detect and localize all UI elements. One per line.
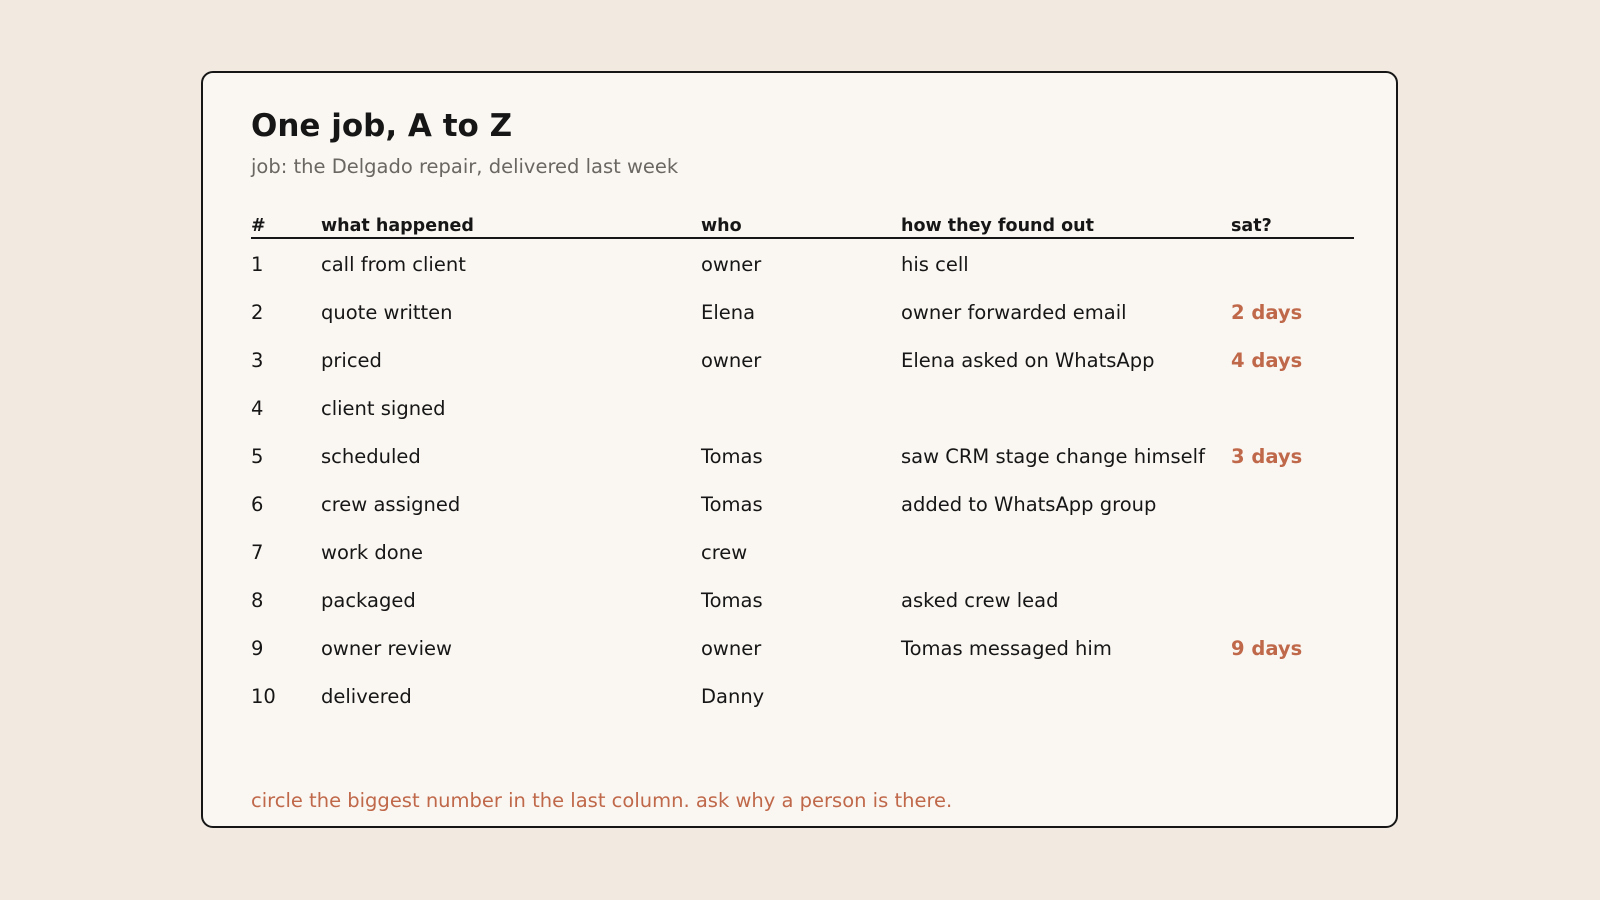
step-what-happened: scheduled: [321, 445, 421, 468]
step-number: 5: [251, 445, 264, 468]
table-row: [251, 494, 1354, 542]
column-header-number: #: [251, 216, 266, 236]
step-how-they-found-out: Tomas messaged him: [901, 637, 1112, 660]
step-sat-duration: 3 days: [1231, 445, 1303, 468]
step-number: 10: [251, 685, 276, 708]
step-number: 3: [251, 349, 264, 372]
table-row: [251, 350, 1354, 398]
job-steps-table: [251, 215, 1354, 734]
header-divider: [251, 237, 1354, 239]
table-row: [251, 542, 1354, 590]
step-what-happened: work done: [321, 541, 424, 564]
table-row: [251, 302, 1354, 350]
table-row: [251, 638, 1354, 686]
column-header-sat: sat?: [1231, 216, 1272, 236]
page-title: One job, A to Z: [251, 108, 513, 144]
step-number: 7: [251, 541, 264, 564]
step-what-happened: quote written: [321, 301, 453, 324]
step-number: 8: [251, 589, 264, 612]
table-row: [251, 254, 1354, 302]
step-sat-duration: 4 days: [1231, 349, 1303, 372]
table-row: [251, 398, 1354, 446]
step-what-happened: packaged: [321, 589, 416, 612]
step-what-happened: priced: [321, 349, 382, 372]
step-number: 6: [251, 493, 264, 516]
step-who: owner: [701, 637, 762, 660]
column-header-who: who: [701, 216, 742, 236]
step-how-they-found-out: owner forwarded email: [901, 301, 1127, 324]
step-what-happened: delivered: [321, 685, 412, 708]
step-what-happened: owner review: [321, 637, 452, 660]
step-who: Tomas: [701, 445, 763, 468]
step-number: 2: [251, 301, 264, 324]
step-number: 9: [251, 637, 264, 660]
step-who: Danny: [701, 685, 765, 708]
step-who: owner: [701, 253, 762, 276]
job-card: [201, 71, 1398, 828]
step-how-they-found-out: asked crew lead: [901, 589, 1059, 612]
column-header-what-happened: what happened: [321, 216, 474, 236]
step-number: 1: [251, 253, 264, 276]
step-how-they-found-out: Elena asked on WhatsApp: [901, 349, 1155, 372]
step-number: 4: [251, 397, 264, 420]
table-row: [251, 590, 1354, 638]
step-who: Tomas: [701, 493, 763, 516]
step-who: owner: [701, 349, 762, 372]
step-how-they-found-out: his cell: [901, 253, 969, 276]
step-who: Elena: [701, 301, 756, 324]
page-subtitle: job: the Delgado repair, delivered last week: [251, 155, 679, 178]
step-sat-duration: 9 days: [1231, 637, 1303, 660]
step-what-happened: call from client: [321, 253, 466, 276]
table-row: [251, 686, 1354, 734]
step-who: crew: [701, 541, 748, 564]
table-header-row: [251, 215, 1354, 237]
step-who: Tomas: [701, 589, 763, 612]
step-sat-duration: 2 days: [1231, 301, 1303, 324]
step-what-happened: crew assigned: [321, 493, 461, 516]
step-what-happened: client signed: [321, 397, 446, 420]
step-how-they-found-out: saw CRM stage change himself: [901, 445, 1205, 468]
footnote-instruction: circle the biggest number in the last column. ask why a person is there.: [251, 789, 953, 812]
table-row: [251, 446, 1354, 494]
column-header-how-they-found-out: how they found out: [901, 216, 1094, 236]
step-how-they-found-out: added to WhatsApp group: [901, 493, 1157, 516]
